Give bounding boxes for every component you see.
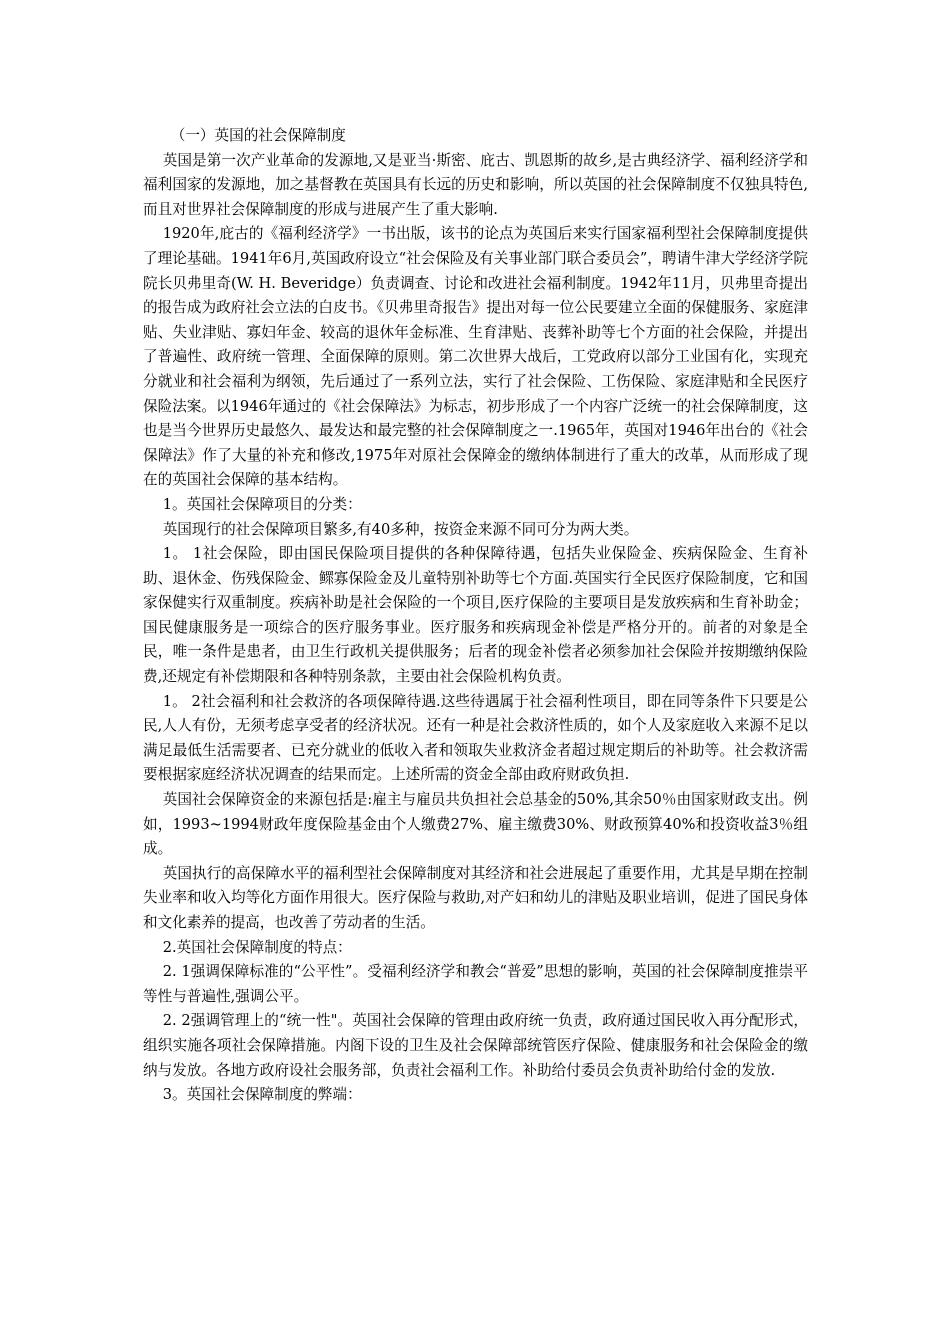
paragraph-funding: 英国社会保障资金的来源包括是:雇主与雇员共负担社会总基金的50%,其余50％由国家财政支出。例如，1993~1994财政年度保险基金由个人缴费27%、雇主缴费30%、财政预算40%和投资收益3％组成。 [143, 791, 808, 858]
section-heading: （一）英国的社会保障制度 [170, 127, 346, 144]
paragraph-history: 1920年,庇古的《福利经济学》一书出版，该书的论点为英国后来实行国家福利型社会保障制度提供了理论基础。1941年6月,英国政府设立“社会保险及有关事业部门联合委员会”，聘请牛津大学经济学院院长贝弗里奇(W. H. Beveridge）负责调查、讨论和改进社会福利制度。1942年11月，贝弗里奇提出的报告成为政府社会立法的白皮书。《贝弗里奇报告》提出对每一位公民要建立全面的保健服务、家庭津贴、失业津贴、寡妇年金、较高的退休年金标准、生育津贴、丧葬补助等七个方面的社会保险，并提出了普遍性、政府统一管理、全面保障的原则。第二次世界大战后，工党政府以部分工业国有化，实现充分就业和社会福利为纲领，先后通过了一系列立法，实行了社会保险、工伤保险、家庭津贴和全民医疗保险法案。以1946年通过的《社会保障法》为标志，初步形成了一个内容广泛统一的社会保障制度，这也是当今世界历史最悠久、最发达和最完整的社会保障制度之一.1965年，英国对1946年出台的《社会保障法》作了大量的补充和修改,1975年对原社会保障金的缴纳体制进行了重大的改革，从而形成了现在的英国社会保障的基本结构。 [143, 225, 808, 489]
paragraph-unity: 2. 2强调管理上的“统一性"。英国社会保障的管理由政府统一负责，政府通过国民收入再分配形式，组织实施各项社会保障措施。内阁下设的卫生及社会保障部统管医疗保险、健康服务和社会保险金的缴纳与发放。各地方政府设社会服务部，负责社会福利工作。补助给付委员会负责补助给付金的发放. [143, 1012, 808, 1079]
paragraph-social-welfare: 1。 2社会福利和社会救济的各项保障待遇.这些待遇属于社会福利性项目，即在同等条件下只要是公民,人人有份，无须考虑享受者的经济状况。还有一种是社会救济性质的，如个人及家庭收入来源不足以满足最低生活需要者、已充分就业的低收入者和领取失业救济金者超过规定期后的补助等。社会救济需要根据家庭经济状况调查的结果而定。上述所需的资金全部由政府财政负担. [143, 692, 808, 784]
paragraph-effects: 英国执行的高保障水平的福利型社会保障制度对其经济和社会进展起了重要作用，尤其是早期在控制失业率和收入均等化方面作用很大。医疗保险与救助,对产妇和幼儿的津贴及职业培训，促进了国民身体和文化素养的提高，也改善了劳动者的生活。 [143, 864, 808, 931]
paragraph-categories: 英国现行的社会保障项目繁多,有40多种，按资金来源不同可分为两大类。 [162, 520, 639, 538]
subheading-features: 2.英国社会保障制度的特点： [162, 938, 352, 956]
subheading-drawbacks: 3。英国社会保障制度的弊端： [162, 1086, 362, 1104]
paragraph-social-insurance: 1。 1社会保险，即由国民保险项目提供的各种保障待遇，包括失业保险金、疾病保险金、生育补助、退休金、伤残保险金、鳏寡保险金及儿童特别补助等七个方面.英国实行全民医疗保险制度，它和国家保健实行双重制度。疾病补助是社会保险的一个项目,医疗保险的主要项目是发放疾病和生育补助金；国民健康服务是一项综合的医疗服务事业。医疗服务和疾病现金补偿是严格分开的。前者的对象是全民，唯一条件是患者，由卫生行政机关提供服务；后者的现金补偿者必须参加社会保险并按期缴纳保险费,还规定有补偿期限和各种特别条款，主要由社会保险机构负责。 [143, 545, 808, 686]
paragraph-fairness: 2. 1强调保障标准的“公平性”。受福利经济学和教会“普爱”思想的影响，英国的社会保障制度推崇平等性与普遍性,强调公平。 [143, 963, 808, 1005]
paragraph-origin: 英国是第一次产业革命的发源地,又是亚当·斯密、庇古、凯恩斯的故乡,是古典经济学、福利经济学和福利国家的发源地，加之基督教在英国具有长远的历史和影响，所以英国的社会保障制度不仅独具特色,而且对世界社会保障制度的形成与进展产生了重大影响. [143, 151, 808, 218]
document-page [143, 124, 808, 1108]
subheading-classification: 1。英国社会保障项目的分类： [162, 495, 362, 513]
